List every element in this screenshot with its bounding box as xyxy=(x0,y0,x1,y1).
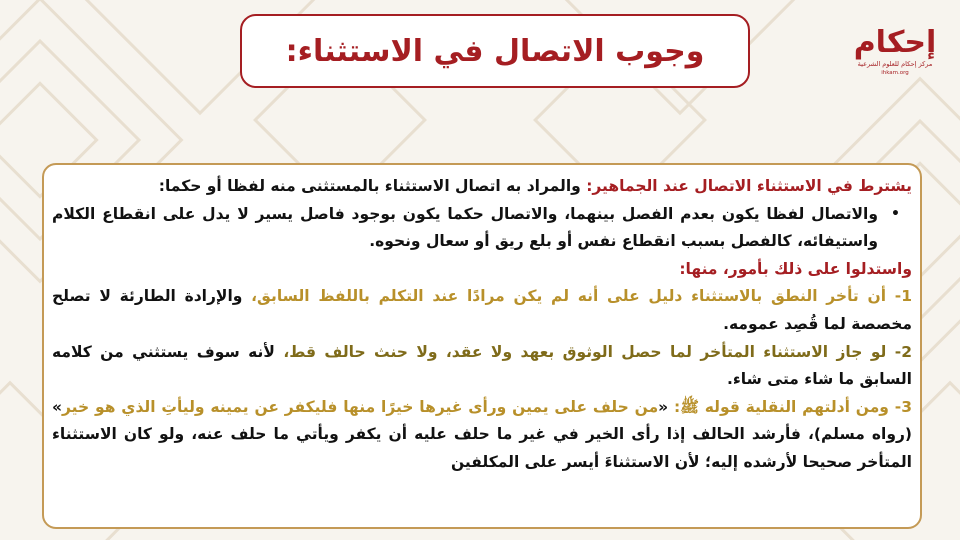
logo-website: ihkam.org xyxy=(881,70,909,76)
bullet-item xyxy=(52,201,912,256)
evidence-item-1 xyxy=(52,283,912,338)
evidence-item-3-quote: من حلف على يمين ورأى غيرها خيرًا منها فليكفر عن يمينه وليأتِ الذي هو خير xyxy=(62,397,659,416)
content-box xyxy=(42,163,922,529)
evidence-item-2-rest: لأنه سوف يستثني من كلامه السابق ما شاء متى شاء. xyxy=(52,342,912,389)
evidence-item-3-rest: » (رواه مسلم)، فأرشد الحالف إذا رأى الخير في غير ما حلف عليه أن يكفر ويأتي ما حلف عنه، ولو كان الاستثناء المتأخر صحيحا لأرشده إليه؛ لأن الاستثناءَ أيسر على المكلفين xyxy=(52,397,912,471)
evidence-item-3-lead: 3- ومن أدلتهم النقلية قوله ﷺ: xyxy=(674,397,912,416)
condition-heading: يشترط في الاستثناء الاتصال عند الجماهير: xyxy=(586,177,912,195)
title-box xyxy=(240,14,750,88)
logo-subtitle: مركز إحكام للعلوم الشرعية xyxy=(857,60,933,68)
paragraph-condition xyxy=(52,173,912,201)
logo-wordmark: إحكام xyxy=(853,25,937,60)
evidence-item-2-lead: 2- لو جاز الاستثناء المتأخر لما حصل الوثوق بعهد ولا عقد، ولا حنث حالف قط، xyxy=(283,342,912,361)
bullet-text: والاتصال لفظا يكون بعدم الفصل بينهما، والاتصال حكما يكون بوجود فاصل يسير لا يدل على انقطاع الكلام واستيفائه، كالفصل بسبب انقطاع نفس أو بلع ريق أو سعال ونحوه. xyxy=(52,204,878,251)
evidence-item-2 xyxy=(52,339,912,394)
logo xyxy=(852,26,938,96)
page-title: وجوب الاتصال في الاستثناء: xyxy=(285,33,705,69)
evidence-item-3-quote-open: « xyxy=(658,397,675,416)
condition-text: والمراد به اتصال الاستثناء بالمستثنى منه لفظا أو حكما: xyxy=(158,177,587,195)
evidence-item-1-rest: والإرادة الطارئة لا تصلح مخصصة لما قُصِد عمومه. xyxy=(52,287,912,333)
evidence-item-1-lead: 1- أن تأخر النطق بالاستثناء دليل على أنه لم يكن مرادًا عند التكلم باللفظ السابق، xyxy=(251,287,912,306)
evidence-item-3 xyxy=(52,394,912,477)
evidence-heading: واستدلوا على ذلك بأمور، منها: xyxy=(679,259,912,278)
bullet-icon: • xyxy=(891,205,900,222)
